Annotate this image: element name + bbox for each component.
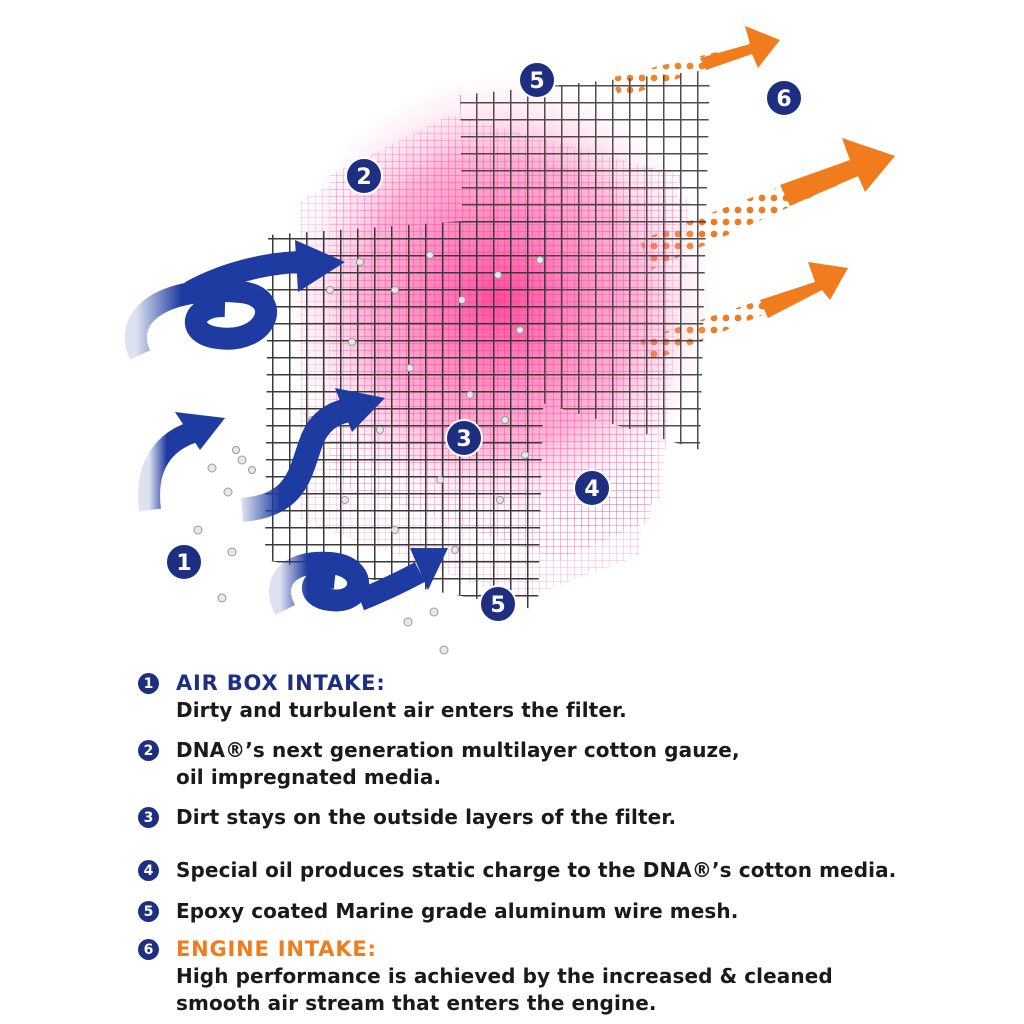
- legend-number: 5: [138, 901, 159, 922]
- legend-item-2: [138, 737, 740, 791]
- legend-heading-air-box-intake: AIR BOX INTAKE:: [176, 671, 386, 695]
- legend-item-3: [138, 804, 676, 831]
- legend-text: Special oil produces static charge to the DNA®’s cotton media.: [176, 858, 897, 882]
- svg-text:3: 3: [456, 427, 472, 452]
- badge-4: [574, 470, 610, 506]
- badge-3: [446, 420, 482, 456]
- intake-arrow-middle-left: [149, 412, 225, 510]
- legend-item-4: [138, 857, 896, 884]
- svg-text:5: 5: [529, 69, 545, 94]
- legend-item-6: [138, 936, 833, 1017]
- badge-5-bottom: [480, 586, 516, 622]
- svg-text:1: 1: [176, 551, 192, 576]
- legend-text: smooth air stream that enters the engine.: [176, 991, 657, 1015]
- badge-5-top: [519, 62, 555, 98]
- legend-number: 6: [138, 939, 159, 960]
- svg-text:2: 2: [356, 165, 372, 190]
- legend-item-1: [138, 670, 627, 724]
- legend-number: 2: [138, 740, 159, 761]
- legend-number: 3: [138, 807, 159, 828]
- badge-2: [346, 158, 382, 194]
- legend-item-5: [138, 898, 738, 925]
- legend-text: oil impregnated media.: [176, 765, 442, 789]
- badge-6: [766, 80, 802, 116]
- legend-text: Dirt stays on the outside layers of the filter.: [176, 805, 677, 829]
- legend-text: DNA®’s next generation multilayer cotton gauze,: [176, 738, 740, 762]
- legend-number: 4: [138, 860, 159, 881]
- legend-heading-engine-intake: ENGINE INTAKE:: [176, 937, 377, 961]
- legend-text: High performance is achieved by the increased & cleaned: [176, 964, 833, 988]
- badge-1: [166, 544, 202, 580]
- legend-text: Epoxy coated Marine grade aluminum wire mesh.: [176, 899, 739, 923]
- svg-text:6: 6: [776, 87, 792, 112]
- legend-text: Dirty and turbulent air enters the filter.: [176, 698, 627, 722]
- legend-number: 1: [138, 673, 159, 694]
- svg-text:5: 5: [490, 593, 506, 618]
- svg-text:4: 4: [584, 477, 600, 502]
